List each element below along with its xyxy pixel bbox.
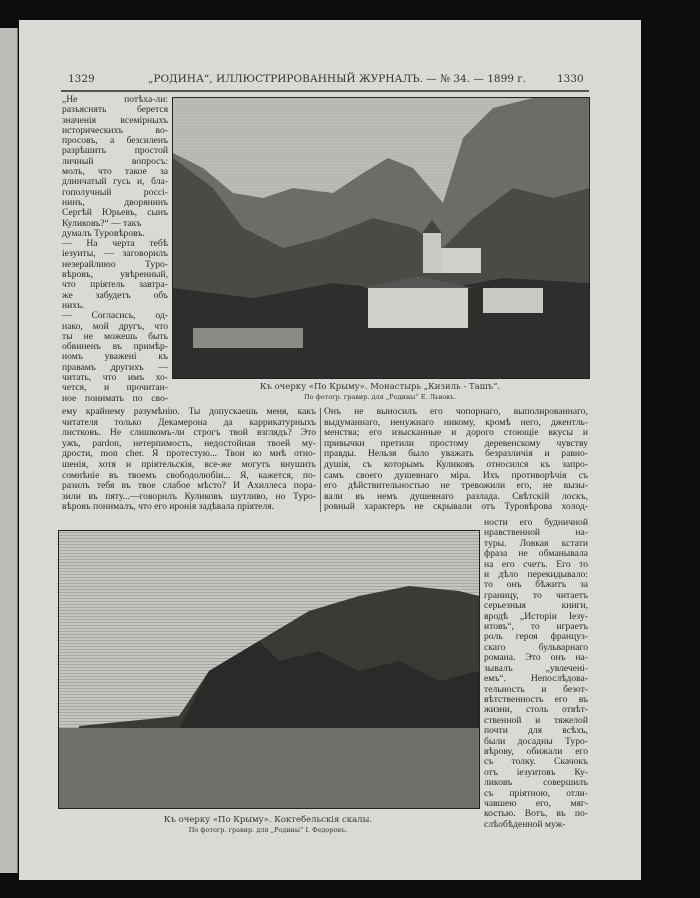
previous-page-edge <box>0 28 18 873</box>
text-line: зывалъ „увлечені- <box>484 662 588 674</box>
text-line: іезуиты, — заговорилъ <box>62 248 168 260</box>
text-line: разилъ тебя въ твое слабое мѣсто? И Ахиллеса пора- <box>62 480 316 492</box>
text-line: Сергѣй Юрьевъ, сынъ <box>62 207 168 219</box>
text-line: значенія всемірныхъ <box>62 114 168 126</box>
figure2-credit: По фотогр. гравир. для „Родины“ I. Федоровъ. <box>188 826 348 834</box>
figure1-credit: По фотогр. гравир. для „Родины“ Е. Львовъ. <box>303 393 457 401</box>
running-header: „РОДИНА“, ИЛЛЮСТРИРОВАННЫЙ ЖУРНАЛЪ. — № 34. — 1899 г. <box>148 73 527 85</box>
text-line: личный вопросъ: <box>62 155 168 167</box>
text-line: обвиненъ въ примѣр- <box>62 341 168 353</box>
column-divider <box>320 408 321 512</box>
figure2-caption: Къ очерку «По Крыму». Коктебельскія скалы. <box>163 815 373 825</box>
text-line: дрости, mon cher. Я протестую... Твои ко мнѣ отно- <box>62 448 316 460</box>
text-line: нако, мой другъ, что <box>62 320 168 332</box>
text-line: и дѣло перекидывало: <box>484 569 588 581</box>
text-line: вѣровъ, увѣренный, <box>62 269 168 281</box>
text-line: Куликовъ?“ — такъ <box>62 217 142 229</box>
text-line: чется, и прочитан- <box>62 382 168 394</box>
text-line: шенія, хотя и пріятельскія, все-же могутъ внушить <box>62 458 316 470</box>
text-line: отъ іезуитовъ Ку- <box>484 766 588 778</box>
text-line: разъяснять берется <box>62 104 168 116</box>
text-line: то онъ бѣжитъ за <box>484 579 588 591</box>
text-line: ему крайнему разумѣнію. Ты допускаешь меня, какъ <box>62 406 316 417</box>
wide-left-text <box>62 407 316 513</box>
text-line: на его счетъ. Его то <box>484 558 588 570</box>
text-line: ное понимать по сво- <box>62 392 168 404</box>
monastery-engraving <box>172 97 590 379</box>
text-line: жизни, столь отвѣт- <box>484 704 588 716</box>
figure2-caption-block <box>58 815 478 834</box>
text-line: — Согласись, од- <box>62 310 168 322</box>
figure1-caption: Къ очерку «По Крыму». Монастырь „Кизиль - Ташъ“. <box>259 382 501 392</box>
text-line: границу, то читаетъ <box>484 589 588 601</box>
text-line: выдуманнаго, ненужнаго никому, кромѣ него, джентль- <box>324 416 588 428</box>
text-line: ровный характеръ не скрывали отъ Туровѣрова холод- <box>324 501 588 513</box>
text-line: серьезныя книги, <box>484 600 588 612</box>
text-line: почти для всѣхъ, <box>484 725 588 737</box>
text-line: ты не можешь быть <box>62 330 168 342</box>
text-line: что пріятель завтра- <box>62 279 168 291</box>
wide-right-text <box>324 407 588 513</box>
text-line: правды. Нельзя было уважать безразличія и равно- <box>324 448 588 460</box>
text-line: правамъ другихъ — <box>62 361 168 373</box>
text-line: ности его будничной <box>484 517 588 528</box>
text-line: номъ уважені къ <box>62 351 168 363</box>
text-line: душія, съ которымъ Куликовъ относился къ запро- <box>324 458 588 470</box>
text-line: зили въ пяту...—говорилъ Куликовъ шутливо, но Туро- <box>62 490 316 502</box>
text-line: вѣтственность его въ <box>484 693 588 705</box>
text-line: историческихъ во- <box>62 124 168 136</box>
text-line: ственной и тяжелой <box>484 714 588 726</box>
koktebel-cliffs-engraving <box>58 530 480 809</box>
text-line: его дѣйствительностью не тревожили его, не вызы- <box>324 480 588 492</box>
text-line: самъ своего душевнаго міра. Ихъ противорѣчія съ <box>324 469 588 481</box>
text-line: костью. Вотъ, въ по- <box>484 808 588 820</box>
text-line: — На черта тебѣ <box>62 238 168 250</box>
text-line: чавшею его, мяг- <box>484 797 588 809</box>
text-line: итовъ“, то играетъ <box>484 621 588 633</box>
text-line: слѣобѣденной муж- <box>484 818 566 830</box>
text-line: тельность и безот- <box>484 683 588 695</box>
text-line: нихъ. <box>62 299 85 311</box>
header-rule <box>61 90 589 92</box>
text-line: съ толку. Скачокъ <box>484 756 588 768</box>
text-line: скаго бульварнаго <box>484 641 588 653</box>
text-line: вали въ немъ душевнаго разлада. Свѣтскій лоскъ, <box>324 490 588 502</box>
figure1-caption-block <box>172 382 588 401</box>
text-line: съ пріятною, отли- <box>484 787 588 799</box>
text-line: роль героя француз- <box>484 631 588 643</box>
text-line: нинъ, дворянинъ <box>62 196 168 208</box>
text-line: туры. Ловкая кстати <box>484 537 588 549</box>
text-line: гополучный россі- <box>62 186 168 198</box>
text-line: сомнѣніе въ твоемъ свободолюбіи... Я, кажется, по- <box>62 469 316 481</box>
text-line: читать, что имъ хо- <box>62 372 168 384</box>
text-line: читателя только Декамерона да каррикатурныхъ <box>62 416 316 428</box>
right-column-text <box>484 518 588 830</box>
text-line: же забудетъ объ <box>62 289 168 301</box>
text-line: менства; его изысканные и дорого стоющіе вкусы и <box>324 427 588 439</box>
text-line: просовъ, а безсиленъ <box>62 135 168 147</box>
text-line: „Не потѣха-ли: <box>62 94 168 105</box>
text-line: разрѣшить простой <box>62 145 168 157</box>
text-line: вѣрову, обижали его <box>484 745 588 757</box>
text-line: листковъ. Не слишкомъ-ли строгъ твой взглядъ? Это <box>62 427 316 439</box>
text-line: фраза не обманывала <box>484 548 588 560</box>
text-line: нравственной на- <box>484 527 588 539</box>
text-line: были досадны Туро- <box>484 735 588 747</box>
text-line: вѣровъ понималъ, что его иронія задѣвала пріятеля. <box>62 501 275 513</box>
text-line: Онъ не выносилъ его чопорнаго, выполированнаго, <box>324 406 588 417</box>
text-line: романа. Это онъ на- <box>484 652 588 664</box>
text-line: молъ, что такое за <box>62 166 168 178</box>
text-line: вродѣ „Исторіи Іезу- <box>484 610 588 622</box>
text-line: привычки претили простому деревенскому чувству <box>324 437 588 449</box>
text-line: длинчатый гусь и, бла- <box>62 176 168 188</box>
text-line: ужъ, pardon, нетерпимость, недостойная твоей му- <box>62 437 316 449</box>
text-line: незерайлиюо Туро- <box>62 258 168 270</box>
text-line: ликовъ совершилъ <box>484 777 588 789</box>
page-number-left: 1329 <box>68 73 95 85</box>
text-line: емъ“. Непослѣдова- <box>484 673 588 685</box>
page-number-right: 1330 <box>557 73 584 85</box>
left-column-text <box>62 95 168 404</box>
text-line: думалъ Туровѣровъ. <box>62 227 145 239</box>
